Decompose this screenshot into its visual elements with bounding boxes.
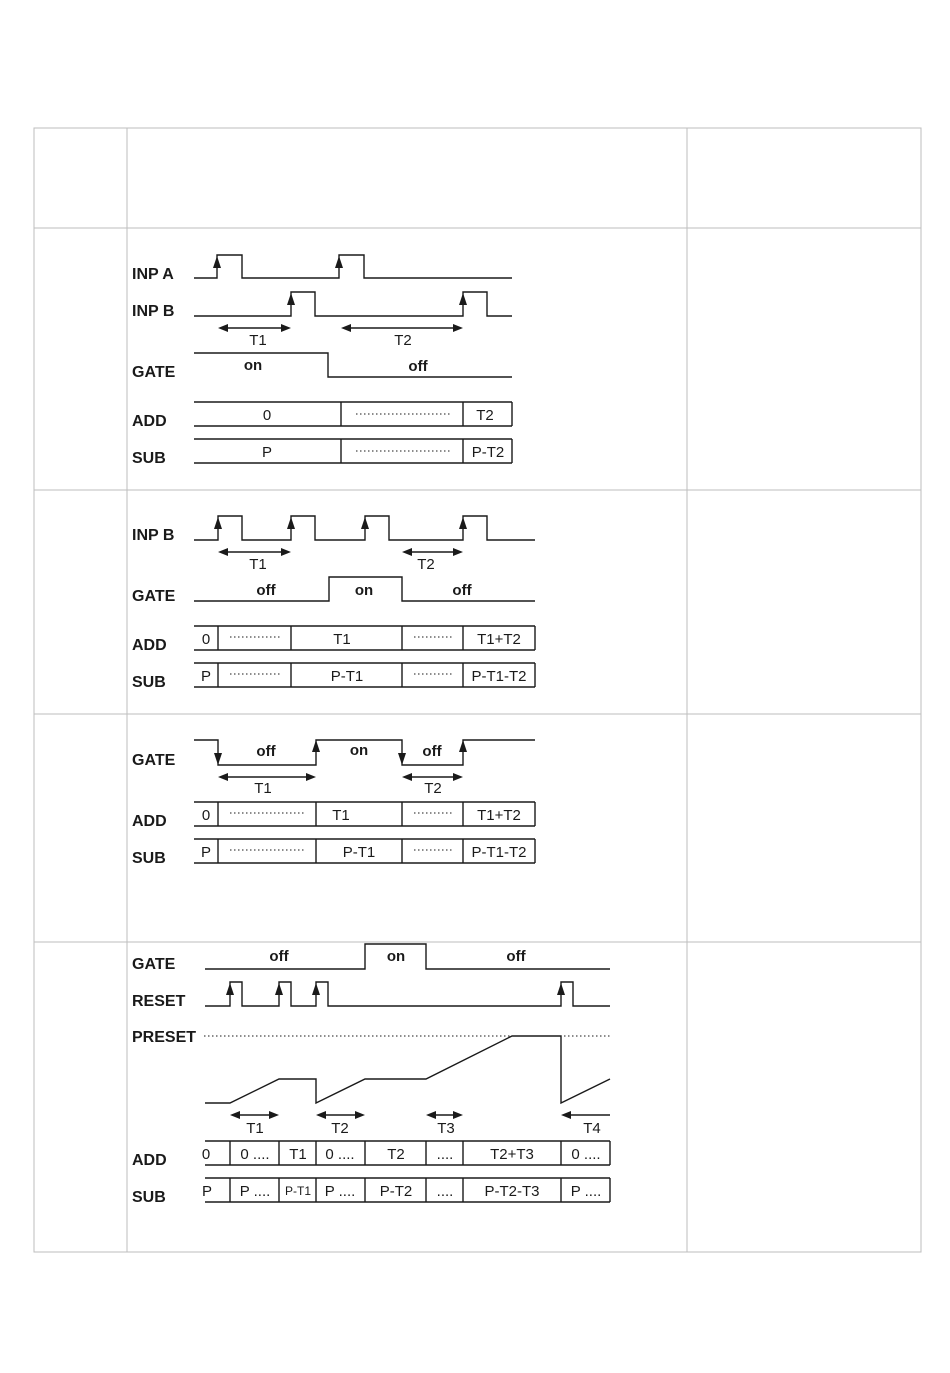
gate-state-on: on [349,742,369,759]
add-cell: T1 [332,807,350,824]
signal-label-sub: SUB [132,1189,166,1206]
arrowhead-right [281,548,291,556]
inp-a-waveform [194,255,512,278]
sub-cell: P .... [324,1183,356,1200]
signal-label-reset: RESET [132,993,186,1010]
sub-cell: P-T1 [330,668,364,685]
gate-state-off: off [506,948,526,965]
arrowhead-right [281,324,291,332]
signal-label-sub: SUB [132,450,166,467]
gate-state-on: on [243,357,263,374]
interval-label-t2: T2 [394,332,412,349]
sub-cell: P-T1 [284,1184,312,1198]
falling-edge-arrow [398,753,406,765]
arrowhead-right [306,773,316,781]
interval-label-t1: T1 [246,1120,264,1137]
interval-label-t2: T2 [331,1120,349,1137]
interval-label-t1: T1 [254,780,272,797]
rising-edge-arrow [459,740,467,752]
sub-cell: P-T2 [471,444,505,461]
row-4-diagram [132,944,610,1206]
signal-label-inp-a: INP A [132,266,174,283]
sub-register-bar [194,439,512,463]
rising-edge-arrow [275,983,283,995]
gate-state-off: off [408,358,428,375]
gate-waveform [205,944,610,969]
arrowhead-right [453,548,463,556]
add-register-bar [194,402,512,426]
signal-label-sub: SUB [132,674,166,691]
add-register-bar [194,626,535,650]
rising-edge-arrow [459,293,467,305]
sub-cell: P [201,1183,213,1200]
add-cell: T1 [289,1146,307,1163]
rising-edge-arrow [312,740,320,752]
signal-label-gate: GATE [132,588,176,605]
signal-label-preset: PRESET [132,1029,197,1046]
arrowhead-left [316,1111,326,1119]
row-3-diagram [132,740,535,867]
arrowhead-left [341,324,351,332]
signal-label-gate: GATE [132,364,176,381]
sub-cell: P [200,844,212,861]
rising-edge-arrow [361,517,369,529]
interval-label-t2: T2 [417,556,435,573]
sub-cell: P .... [570,1183,602,1200]
signal-label-add: ADD [132,637,167,654]
row-2-diagram [132,516,535,691]
interval-label-t2: T2 [424,780,442,797]
arrowhead-left [230,1111,240,1119]
arrowhead-left [218,324,228,332]
sub-register-bar [194,663,535,687]
gate-state-off: off [256,582,276,599]
gate-state-off: off [422,743,442,760]
gate-state-off: off [256,743,276,760]
sub-cell: P .... [239,1183,271,1200]
add-cell: 0 .... [325,1146,355,1163]
arrowhead-right [453,324,463,332]
sub-cell: P [200,668,212,685]
sub-cell: P-T1-T2 [471,668,527,685]
arrowhead-left [218,548,228,556]
rising-edge-arrow [312,983,320,995]
rising-edge-arrow [213,256,221,268]
add-cell: T2 [476,407,494,424]
interval-label-t4: T4 [583,1120,601,1137]
rising-edge-arrow [226,983,234,995]
signal-label-inp-b: INP B [132,303,175,320]
signal-label-gate: GATE [132,956,176,973]
gate-state-off: off [269,948,289,965]
add-cell: 0 [201,807,211,824]
rising-edge-arrow [459,517,467,529]
add-cell: 0 .... [571,1146,601,1163]
add-cell: T2+T3 [490,1146,534,1163]
arrowhead-left [402,773,412,781]
add-register-bar [194,802,535,826]
sub-cell: P-T2 [379,1183,413,1200]
add-cell: 0 .... [240,1146,270,1163]
rising-edge-arrow [335,256,343,268]
add-cell: .... [436,1146,454,1163]
gate-waveform [194,353,512,377]
add-cell: T1 [333,631,351,648]
gate-state-on: on [386,948,406,965]
gate-state-off: off [452,582,472,599]
row-1-diagram [132,255,512,467]
arrowhead-left [402,548,412,556]
counter-ramp-waveform [205,1036,610,1103]
add-cell: 0 [262,407,272,424]
rising-edge-arrow [214,517,222,529]
falling-edge-arrow [214,753,222,765]
arrowhead-left [218,773,228,781]
signal-label-inp-b: INP B [132,527,175,544]
arrowhead-right [269,1111,279,1119]
arrowhead-right [453,1111,463,1119]
sub-register-bar [202,1178,610,1202]
table-grid [34,128,921,1252]
add-cell: T2 [387,1146,405,1163]
arrowhead-right [453,773,463,781]
sub-cell: P-T2-T3 [484,1183,540,1200]
signal-label-gate: GATE [132,752,176,769]
rising-edge-arrow [287,517,295,529]
signal-label-add: ADD [132,813,167,830]
interval-label-t1: T1 [249,556,267,573]
arrowhead-right [355,1111,365,1119]
rising-edge-arrow [287,293,295,305]
arrowhead-left [561,1111,571,1119]
add-cell: 0 [201,631,211,648]
arrowhead-left [426,1111,436,1119]
add-cell: T1+T2 [477,631,521,648]
signal-label-add: ADD [132,1152,167,1169]
sub-cell: P [261,444,273,461]
sub-register-bar [194,839,535,863]
gate-state-on: on [354,582,374,599]
add-cell: 0 [201,1146,211,1163]
sub-cell: .... [436,1183,454,1200]
sub-cell: P-T1 [342,844,376,861]
signal-label-add: ADD [132,413,167,430]
signal-label-sub: SUB [132,850,166,867]
sub-cell: P-T1-T2 [471,844,527,861]
interval-label-t1: T1 [249,332,267,349]
rising-edge-arrow [557,983,565,995]
interval-label-t3: T3 [437,1120,455,1137]
add-cell: T1+T2 [477,807,521,824]
add-register-bar [202,1141,610,1165]
reset-waveform [205,982,610,1006]
